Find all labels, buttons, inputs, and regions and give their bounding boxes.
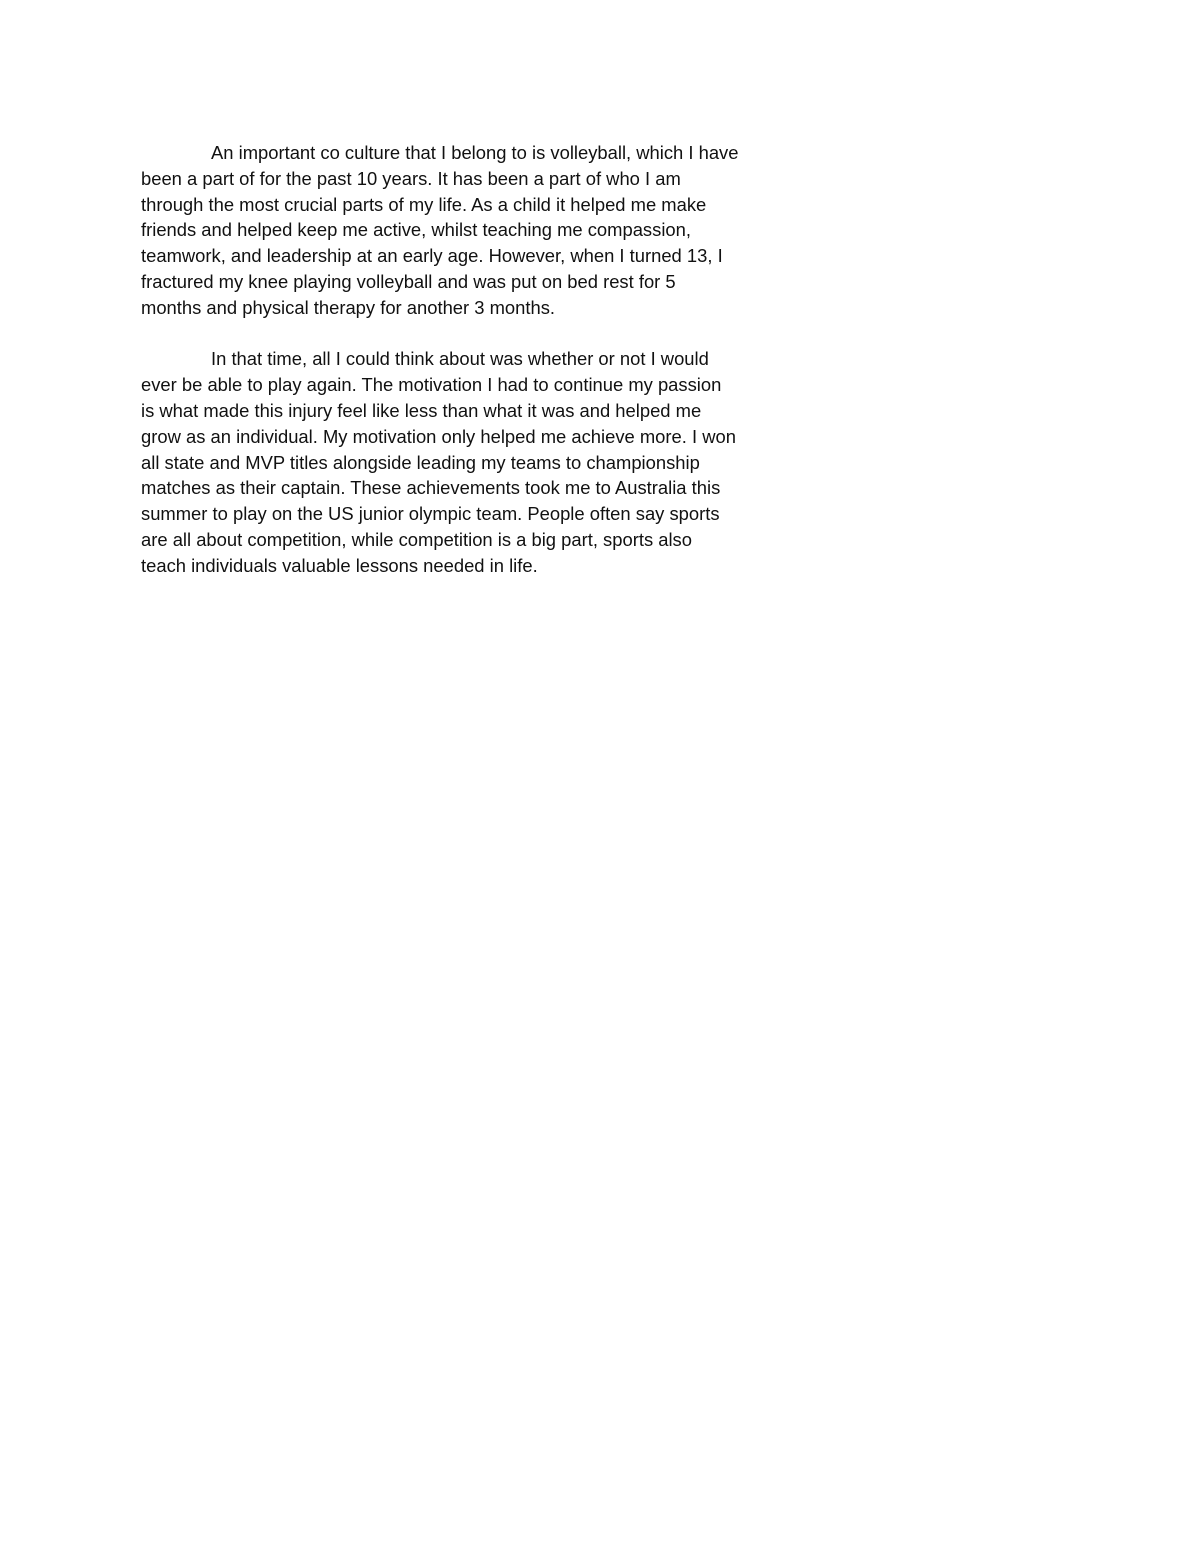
paragraph-line: grow as an individual. My motivation only helped me achieve more. I won	[141, 425, 736, 447]
paragraph-line: is what made this injury feel like less than what it was and helped me	[141, 399, 702, 421]
document-body	[141, 140, 791, 579]
paragraph-1	[141, 140, 791, 321]
paragraph-line: In that time, all I could think about was whether or not I would	[211, 348, 709, 370]
paragraph-2	[141, 346, 791, 578]
paragraph-line: teamwork, and leadership at an early age. However, when I turned 13, I	[141, 245, 723, 267]
paragraph-line: months and physical therapy for another 3 months.	[141, 296, 556, 318]
paragraph-line: are all about competition, while competition is a big part, sports also	[141, 528, 692, 550]
paragraph-line: matches as their captain. These achievements took me to Australia this	[141, 477, 721, 499]
paragraph-spacer	[141, 321, 791, 347]
paragraph-line: friends and helped keep me active, whilst teaching me compassion,	[141, 219, 691, 241]
paragraph-line: fractured my knee playing volleyball and was put on bed rest for 5	[141, 270, 676, 292]
paragraph-line: been a part of for the past 10 years. It has been a part of who I am	[141, 167, 681, 189]
paragraph-line: teach individuals valuable lessons needed in life.	[141, 554, 538, 576]
paragraph-line: through the most crucial parts of my life. As a child it helped me make	[141, 193, 707, 215]
paragraph-line: all state and MVP titles alongside leading my teams to championship	[141, 451, 700, 473]
paragraph-line: ever be able to play again. The motivation I had to continue my passion	[141, 374, 722, 396]
paragraph-line: summer to play on the US junior olympic team. People often say sports	[141, 503, 720, 525]
paragraph-line: An important co culture that I belong to is volleyball, which I have	[211, 142, 739, 163]
